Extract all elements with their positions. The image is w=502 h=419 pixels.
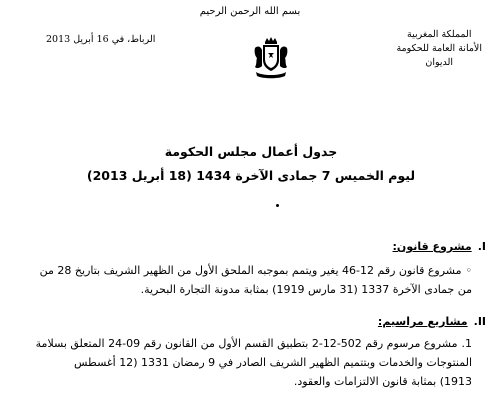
section-heading-draft-law xyxy=(393,240,486,253)
bullet-marker: ◦ xyxy=(465,264,472,277)
cabinet-name: الديوان xyxy=(425,57,454,68)
item-line: المنتوجات والخدمات وبتتميم الظهير الشريف الصادر في 9 رمضان 1331 (12 أغسطس xyxy=(74,356,472,369)
item-line: مشروع قانون رقم 12-46 يغير ويتمم بموجبه الملحق الأول من الظهير الشريف بتاريخ 28 من xyxy=(39,264,462,277)
kingdom-name: المملكة المغربية xyxy=(406,29,472,40)
item-line: مشروع مرسوم رقم 502-12-2 بتطبيق القسم الأول من القانون رقم 09-24 المتعلق بسلامة xyxy=(35,337,458,350)
section-title: مشاريع مراسيم: xyxy=(377,315,468,328)
section-item xyxy=(40,261,472,299)
item-line: 1913) بمثابة قانون الالتزامات والعقود. xyxy=(293,375,472,388)
separator-dot xyxy=(276,204,279,207)
secretariat-name: الأمانة العامة للحكومة xyxy=(396,43,482,54)
section-number: I. xyxy=(477,240,486,253)
section-item xyxy=(36,334,472,391)
item-line: من جمادى الآخرة 1337 (31 مارس 1919) بمثابة مدونة التجارة البحرية. xyxy=(140,283,472,296)
issuing-authority xyxy=(396,28,482,70)
section-number: II. xyxy=(473,315,486,328)
document-date: الرباط، في 16 أبريل 2013 xyxy=(46,34,156,45)
section-heading-draft-decrees xyxy=(378,315,486,328)
item-number: 1. xyxy=(461,337,472,350)
section-title: مشروع قانون: xyxy=(392,240,472,253)
title-line-2: ليوم الخميس 7 جمادى الآخرة 1434 (18 أبريل 2013) xyxy=(86,168,416,183)
document-title xyxy=(0,140,502,188)
title-line-1: جدول أعمال مجلس الحكومة xyxy=(164,144,338,159)
basmala: بسم الله الرحمن الرحيم xyxy=(199,6,301,17)
moroccan-coat-of-arms-icon xyxy=(252,36,290,80)
